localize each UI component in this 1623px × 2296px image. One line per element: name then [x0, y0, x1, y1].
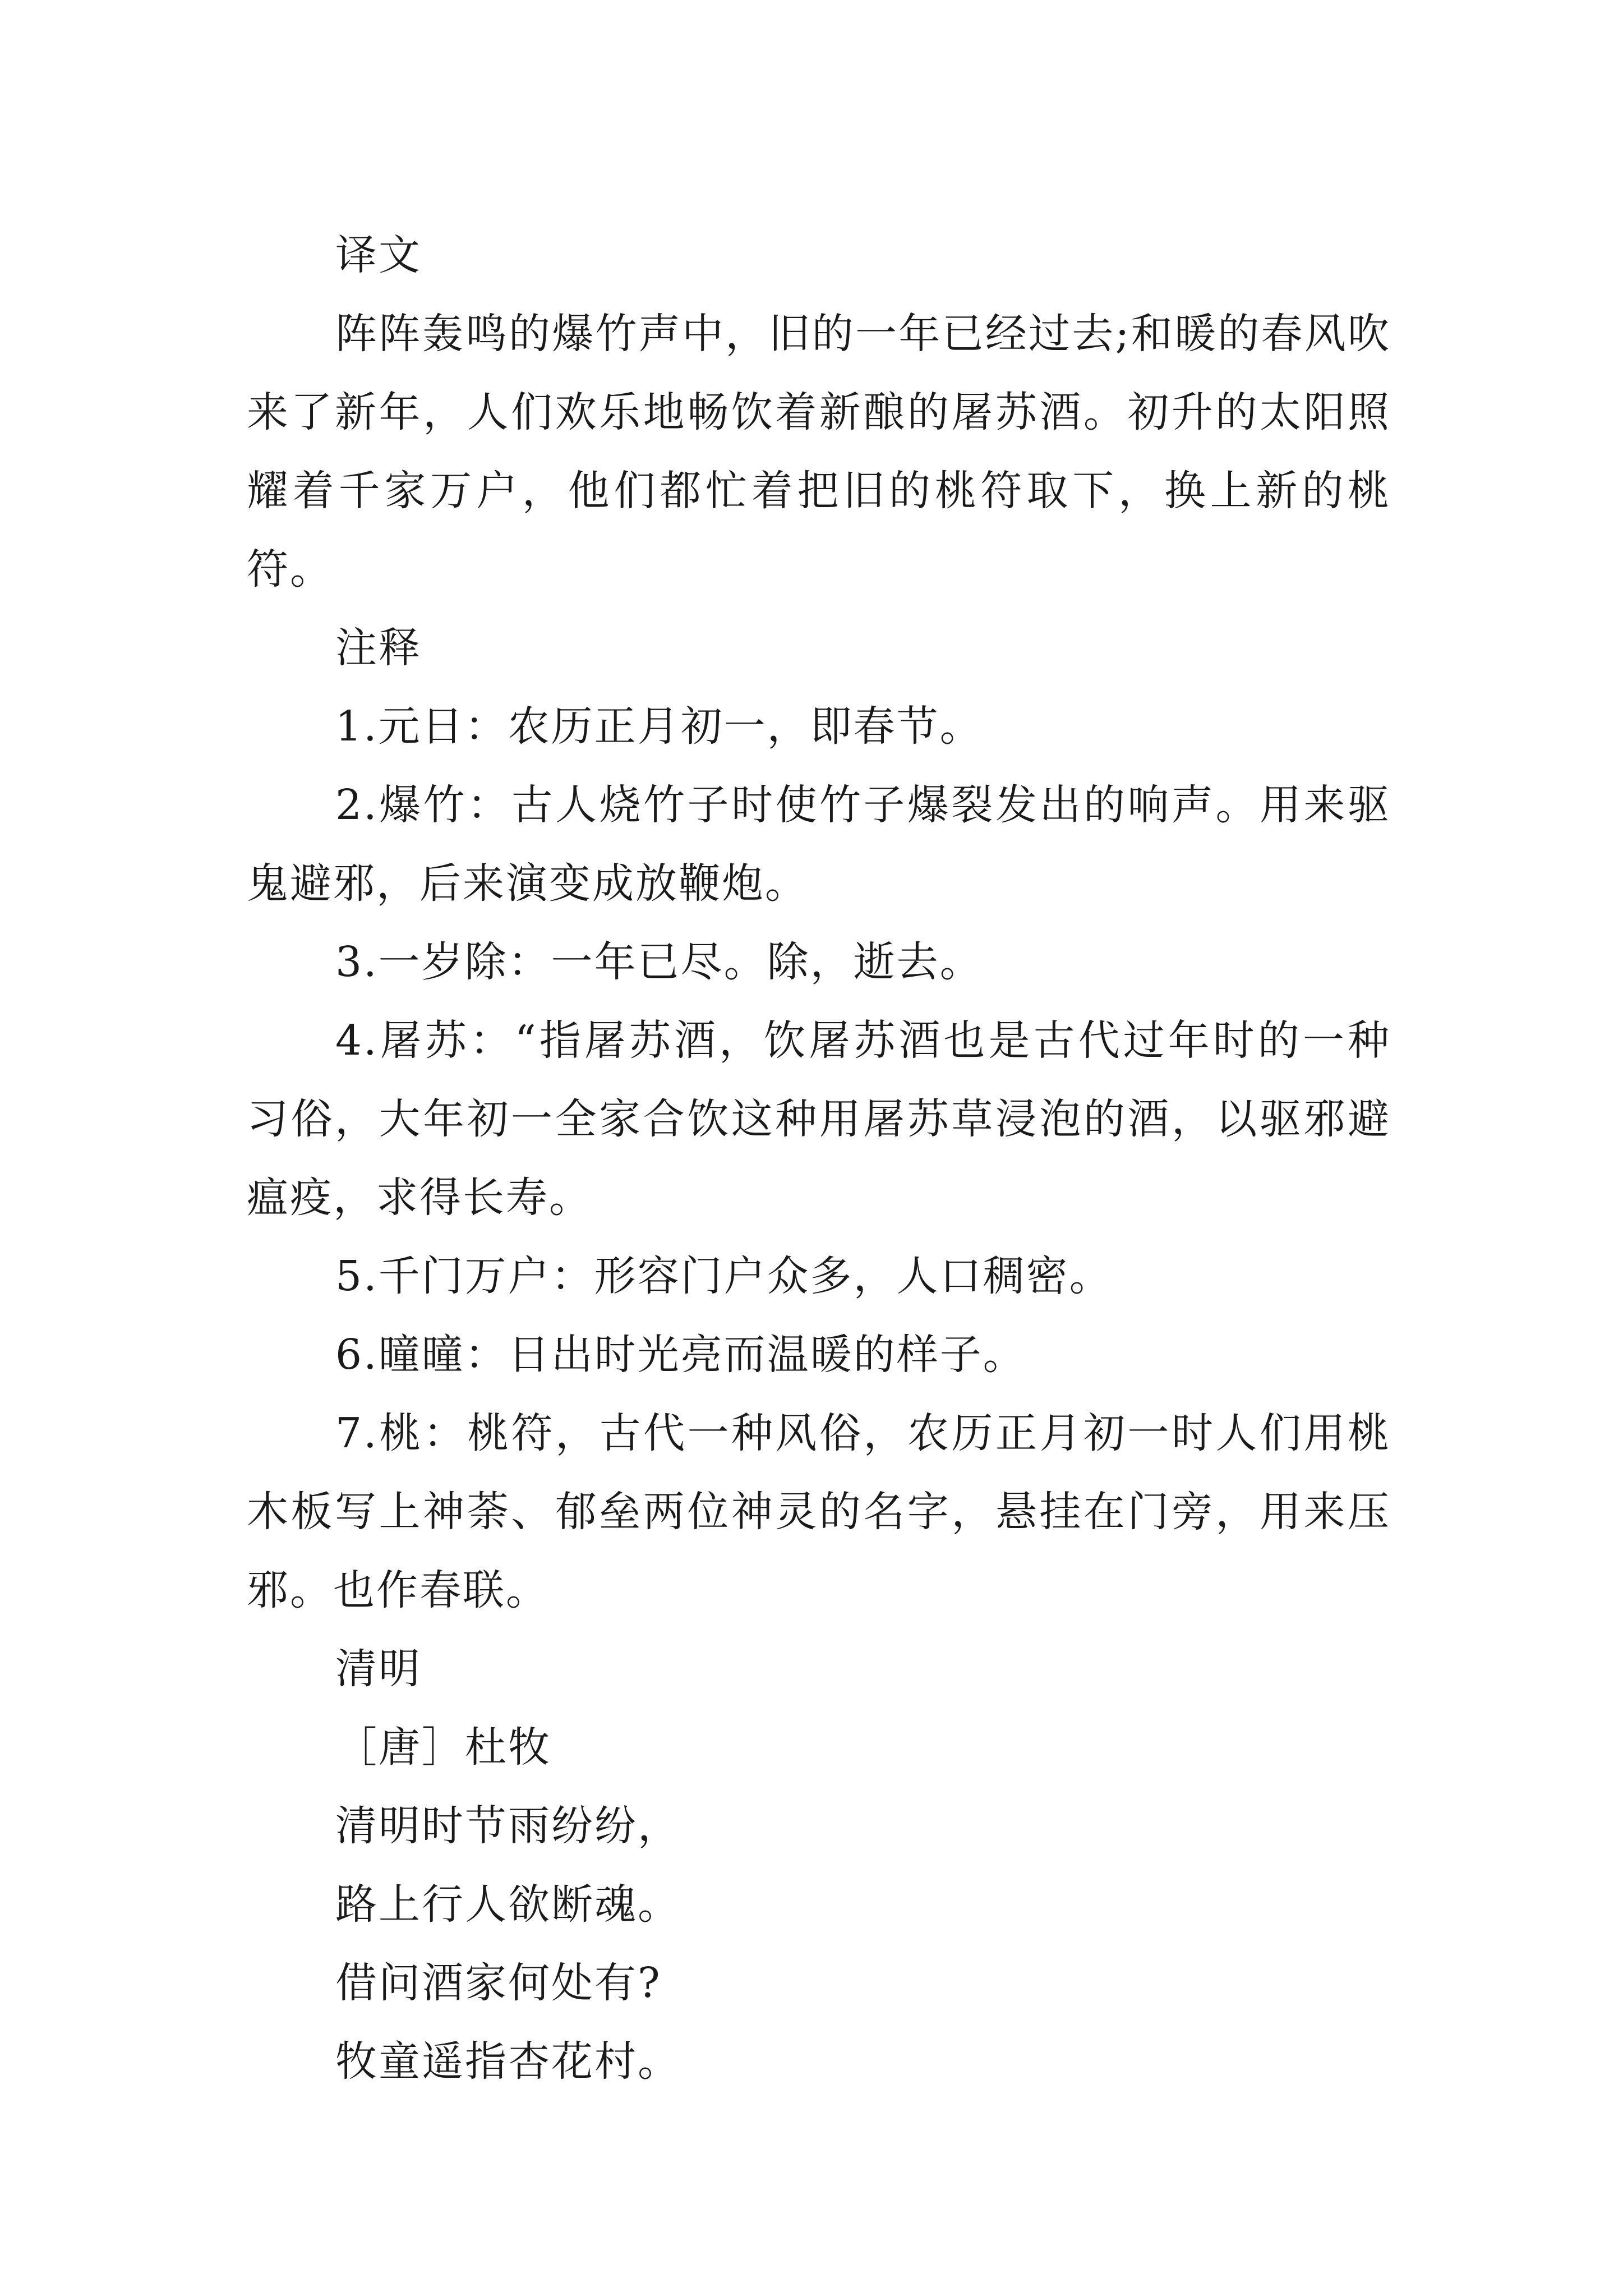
note-item: 7.桃：桃符，古代一种风俗，农历正月初一时人们用桃木板写上神荼、郁垒两位神灵的名字，悬挂在门旁，用来压邪。也作春联。 [247, 1409, 1391, 1614]
note-item: 2.爆竹：古人烧竹子时使竹子爆裂发出的响声。用来驱鬼避邪，后来演变成放鞭炮。 [247, 781, 1391, 908]
translation-heading: 译文 [335, 231, 422, 279]
note-item: 5.千门万户：形容门户众多，人口稠密。 [335, 1252, 1113, 1300]
poem-author: ［唐］杜牧 [335, 1723, 551, 1772]
notes-heading: 注释 [335, 624, 422, 672]
poem-title: 清明 [335, 1645, 422, 1693]
poem-line: 牧童遥指杏花村。 [335, 2037, 681, 2086]
document-page [247, 216, 1391, 2101]
note-item: 1.元日：农历正月初一，即春节。 [335, 702, 983, 751]
note-item: 3.一岁除：一年已尽。除，逝去。 [335, 938, 983, 986]
note-item: 4.屠苏：“指屠苏酒，饮屠苏酒也是古代过年时的一种习俗，大年初一全家合饮这种用屠苏草浸泡的酒，以驱邪避瘟疫，求得长寿。 [247, 1016, 1391, 1222]
poem-line: 借问酒家何处有? [335, 1959, 662, 2007]
poem-line: 路上行人欲断魂。 [335, 1880, 681, 1929]
note-item: 6.曈曈：日出时光亮而温暖的样子。 [335, 1331, 1026, 1379]
translation-text: 阵阵轰鸣的爆竹声中，旧的一年已经过去;和暖的春风吹来了新年，人们欢乐地畅饮着新酿的屠苏酒。初升的太阳照耀着千家万户，他们都忙着把旧的桃符取下，换上新的桃符。 [247, 310, 1391, 593]
poem-line: 清明时节雨纷纷， [335, 1802, 681, 1850]
